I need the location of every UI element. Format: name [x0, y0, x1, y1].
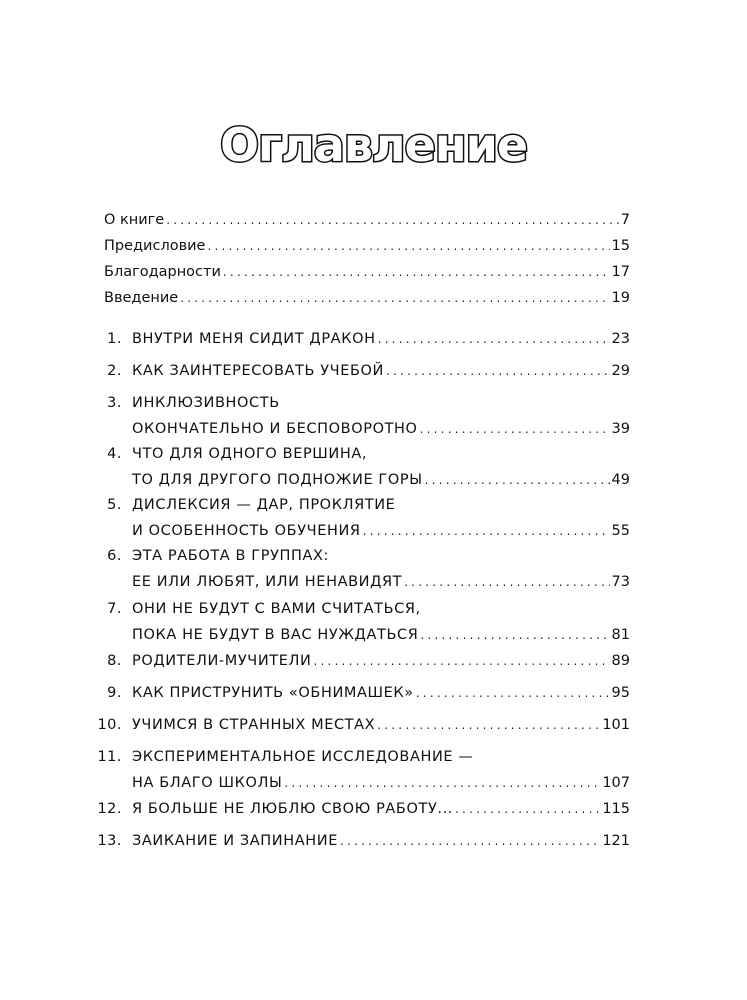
chapter-title-line [132, 796, 630, 822]
chapter-title-line [132, 712, 630, 738]
chapter-number: 3. [107, 395, 122, 411]
toc-page-number: 39 [611, 421, 630, 437]
chapter-number: 13. [97, 833, 122, 849]
dot-leader [284, 770, 600, 796]
page-title: Оглавление [219, 118, 528, 172]
dot-leader [425, 467, 610, 493]
chapter-title-line [132, 622, 630, 648]
chapter-title-line: ЧТО ДЛЯ ОДНОГО ВЕРШИНА, [132, 446, 368, 462]
chapter-title-line: ИНКЛЮЗИВНОСТЬ [132, 395, 280, 411]
toc-page-number: 81 [611, 627, 630, 643]
chapter-title-line [132, 648, 630, 674]
chapter-title: ЗАИКАНИЕ И ЗАПИНАНИЕ [132, 833, 338, 849]
toc-entry-title: Введение [104, 290, 179, 306]
chapter-title: КАК ПРИСТРУНИТЬ «ОБНИМАШЕК» [132, 685, 414, 701]
toc-page-number: 101 [602, 717, 630, 733]
chapter-title: РОДИТЕЛИ-МУЧИТЕЛИ [132, 653, 312, 669]
dot-leader [207, 233, 609, 259]
chapter-number: 5. [107, 497, 122, 513]
toc-page-number: 73 [611, 574, 630, 590]
chapter-number: 7. [107, 601, 122, 617]
chapter-title-line: ОНИ НЕ БУДУТ С ВАМИ СЧИТАТЬСЯ, [132, 601, 421, 617]
toc-entry-title: Благодарности [104, 264, 221, 280]
toc-page-number: 89 [611, 653, 630, 669]
dot-leader [455, 796, 600, 822]
chapter-title-line [132, 569, 630, 595]
chapter-number: 2. [107, 363, 122, 379]
toc-entry-line [104, 207, 630, 233]
chapter-number: 11. [97, 749, 122, 765]
chapter-title-line [132, 680, 630, 706]
chapter-number: 12. [97, 801, 122, 817]
toc-page-number: 19 [611, 290, 630, 306]
dot-leader [313, 648, 609, 674]
dot-leader [416, 680, 610, 706]
toc-page-number: 17 [611, 264, 630, 280]
chapter-title: НА БЛАГО ШКОЛЫ [132, 775, 283, 791]
chapter-title: КАК ЗАИНТЕРЕСОВАТЬ УЧЕБОЙ [132, 363, 384, 379]
toc-page-number: 107 [602, 775, 630, 791]
dot-leader [166, 207, 619, 233]
chapter-title-line [132, 518, 630, 544]
toc-page-number: 7 [620, 212, 630, 228]
dot-leader [223, 259, 610, 285]
toc-entry-line [104, 233, 630, 259]
toc-page-number: 115 [602, 801, 630, 817]
chapter-title: ОКОНЧАТЕЛЬНО И БЕСПОВОРОТНО [132, 421, 418, 437]
dot-leader [404, 569, 609, 595]
chapter-number: 6. [107, 548, 122, 564]
chapter-number: 8. [107, 653, 122, 669]
toc-page-number: 95 [611, 685, 630, 701]
chapter-title-line [132, 828, 630, 854]
chapter-title: И ОСОБЕННОСТЬ ОБУЧЕНИЯ [132, 523, 361, 539]
dot-leader [180, 285, 609, 311]
toc-entry-title: Предисловие [104, 238, 206, 254]
toc-page-number: 15 [611, 238, 630, 254]
dot-leader [340, 828, 600, 854]
dot-leader [377, 712, 600, 738]
chapter-title: ВНУТРИ МЕНЯ СИДИТ ДРАКОН [132, 331, 376, 347]
toc-entry-title: О книге [104, 212, 165, 228]
dot-leader [420, 416, 610, 442]
toc-page-number: 23 [611, 331, 630, 347]
toc-page-number: 55 [611, 523, 630, 539]
chapter-title-line [132, 467, 630, 493]
chapter-title: ТО ДЛЯ ДРУГОГО ПОДНОЖИЕ ГОРЫ [132, 472, 423, 488]
toc-page-number: 49 [611, 472, 630, 488]
toc-page-number: 29 [611, 363, 630, 379]
chapter-title-line [132, 358, 630, 384]
toc-entry-line [104, 285, 630, 311]
chapter-title: УЧИМСЯ В СТРАННЫХ МЕСТАХ [132, 717, 376, 733]
chapter-title-line: ДИСЛЕКСИЯ — ДАР, ПРОКЛЯТИЕ [132, 497, 396, 513]
chapter-title-line: ЭКСПЕРИМЕНТАЛЬНОЕ ИССЛЕДОВАНИЕ — [132, 749, 474, 765]
chapter-number: 4. [107, 446, 122, 462]
chapter-title: Я БОЛЬШЕ НЕ ЛЮБЛЮ СВОЮ РАБОТУ... [132, 801, 454, 817]
toc-page-number: 121 [602, 833, 630, 849]
toc-entry-line [104, 259, 630, 285]
dot-leader [378, 326, 610, 352]
dot-leader [386, 358, 610, 384]
dot-leader [420, 622, 609, 648]
chapter-number: 9. [107, 685, 122, 701]
dot-leader [363, 518, 610, 544]
chapter-number: 1. [107, 331, 122, 347]
chapter-title: ЕЕ ИЛИ ЛЮБЯТ, ИЛИ НЕНАВИДЯТ [132, 574, 403, 590]
chapter-title-line [132, 770, 630, 796]
chapter-title-line [132, 416, 630, 442]
chapter-title-line [132, 326, 630, 352]
chapter-title-line: ЭТА РАБОТА В ГРУППАХ: [132, 548, 330, 564]
chapter-title: ПОКА НЕ БУДУТ В ВАС НУЖДАТЬСЯ [132, 627, 419, 643]
chapter-number: 10. [97, 717, 122, 733]
